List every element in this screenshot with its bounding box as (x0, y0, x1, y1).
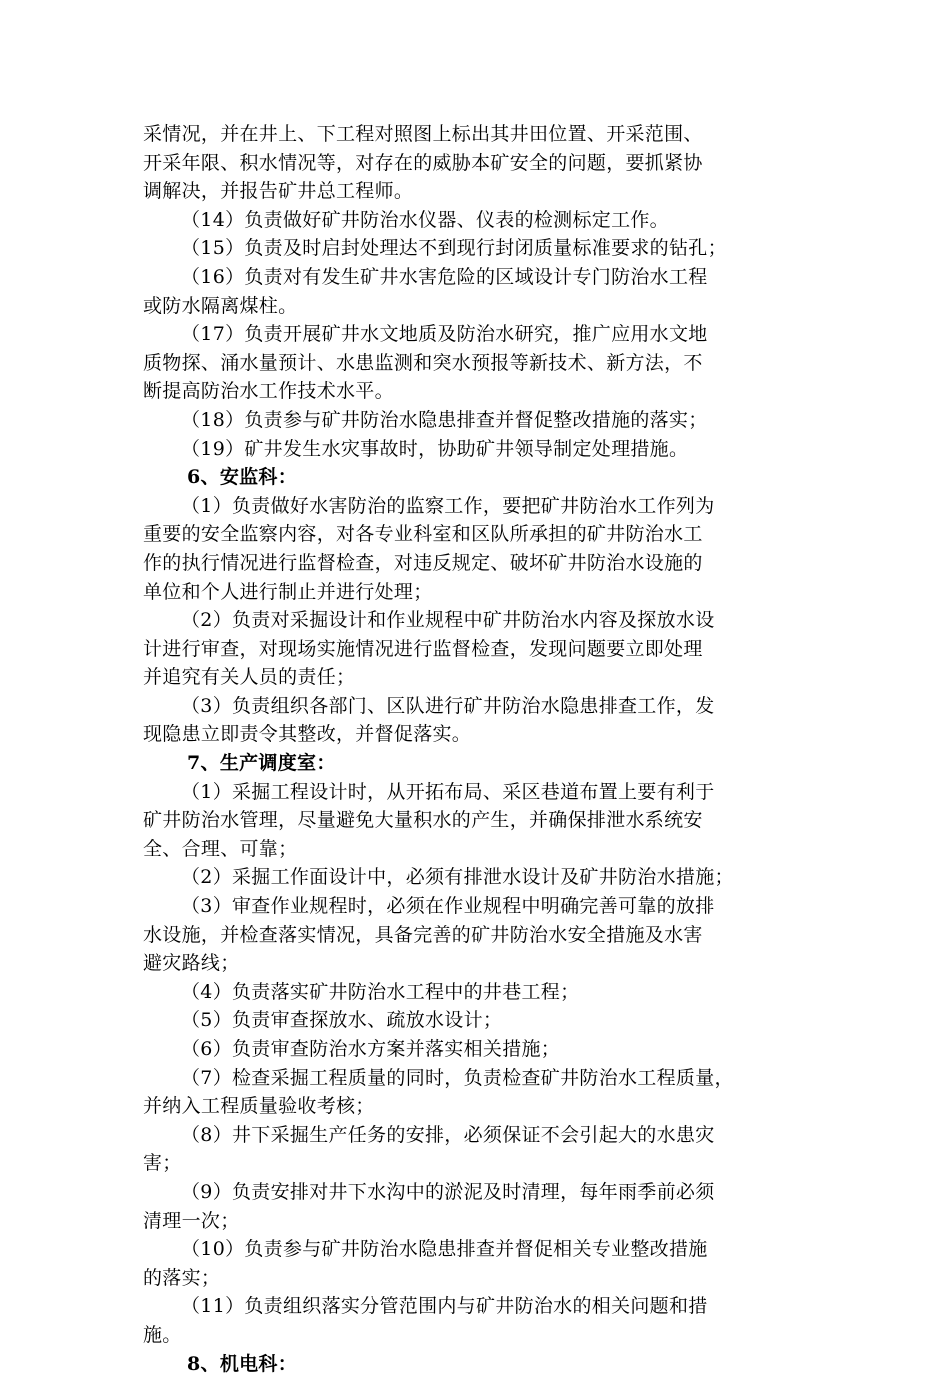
paragraph-line: 作的执行情况进行监督检查，对违反规定、破坏矿井防治水设施的 (143, 551, 703, 574)
paragraph-line: 施。 (143, 1323, 182, 1346)
paragraph-line: 的落实； (143, 1266, 221, 1289)
paragraph-line: （7）检查采掘工程质量的同时，负责检查矿井防治水工程质量， (181, 1066, 734, 1089)
section-heading: 8、机电科： (187, 1352, 298, 1375)
paragraph-line: 水设施，并检查落实情况，具备完善的矿井防治水安全措施及水害 (143, 923, 703, 946)
paragraph-line: 害； (143, 1152, 182, 1175)
paragraph-line: （8）井下采掘生产任务的安排，必须保证不会引起大的水患灾 (181, 1123, 715, 1146)
paragraph-line: （18）负责参与矿井防治水隐患排查并督促整改措施的落实； (181, 408, 708, 431)
paragraph-line: 清理一次； (143, 1209, 240, 1232)
section-heading: 7、生产调度室： (187, 752, 336, 775)
paragraph-line: 单位和个人进行制止并进行处理； (143, 580, 433, 603)
section-heading: 6、安监科： (187, 466, 298, 489)
paragraph-line: （16）负责对有发生矿井水害危险的区域设计专门防治水工程 (181, 265, 708, 288)
paragraph-line: （1）采掘工程设计时，从开拓布局、采区巷道布置上要有利于 (181, 780, 715, 803)
paragraph-line: （3）审查作业规程时，必须在作业规程中明确完善可靠的放排 (181, 895, 715, 918)
paragraph-line: （4）负责落实矿井防治水工程中的井巷工程； (181, 980, 580, 1003)
paragraph-line: （10）负责参与矿井防治水隐患排查并督促相关专业整改措施 (181, 1238, 708, 1261)
paragraph-line: 全、合理、可靠； (143, 837, 298, 860)
paragraph-line: 采情况，并在井上、下工程对照图上标出其井田位置、开采范围、 (143, 123, 703, 145)
paragraph-line: 并纳入工程质量验收考核； (143, 1095, 375, 1118)
paragraph-line: （17）负责开展矿井水文地质及防治水研究，推广应用水文地 (181, 323, 708, 346)
paragraph-line: 质物探、涌水量预计、水患监测和突水预报等新技术、新方法，不 (143, 351, 703, 374)
paragraph-line: 现隐患立即责令其整改，并督促落实。 (143, 723, 472, 746)
paragraph-line: 开采年限、积水情况等，对存在的威胁本矿安全的问题，要抓紧协 (143, 151, 703, 174)
paragraph-line: 矿井防治水管理，尽量避免大量积水的产生，并确保排泄水系统安 (143, 809, 703, 832)
paragraph-line: （11）负责组织落实分管范围内与矿井防治水的相关问题和措 (181, 1295, 708, 1318)
paragraph-line: （1）负责做好水害防治的监察工作，要把矿井防治水工作列为 (181, 494, 715, 517)
paragraph-line: （15）负责及时启封处理达不到现行封闭质量标准要求的钻孔； (181, 237, 727, 260)
document-body (143, 120, 813, 1378)
paragraph-line: 计进行审查，对现场实施情况进行监督检查，发现问题要立即处理 (143, 637, 703, 660)
paragraph-line: 断提高防治水工作技术水平。 (143, 380, 394, 403)
paragraph-line: （14）负责做好矿井防治水仪器、仪表的检测标定工作。 (181, 208, 669, 231)
paragraph-line: 或防水隔离煤柱。 (143, 294, 298, 317)
paragraph-line: 避灾路线； (143, 952, 240, 975)
paragraph-line: （2）负责对采掘设计和作业规程中矿井防治水内容及探放水设 (181, 609, 715, 632)
paragraph-line: （19）矿井发生水灾事故时，协助矿井领导制定处理措施。 (181, 437, 689, 460)
paragraph-line: （5）负责审查探放水、疏放水设计； (181, 1009, 503, 1032)
paragraph-line: （2）采掘工作面设计中，必须有排泄水设计及矿井防治水措施； (181, 866, 734, 889)
paragraph-line: 并追究有关人员的责任； (143, 666, 356, 689)
paragraph-line: （3）负责组织各部门、区队进行矿井防治水隐患排查工作，发 (181, 694, 715, 717)
paragraph-line: 调解决，并报告矿井总工程师。 (143, 180, 414, 203)
paragraph-line: （6）负责审查防治水方案并落实相关措施； (181, 1038, 561, 1060)
paragraph-line: （9）负责安排对井下水沟中的淤泥及时清理，每年雨季前必须 (181, 1180, 715, 1203)
paragraph-line: 重要的安全监察内容，对各专业科室和区队所承担的矿井防治水工 (143, 523, 703, 546)
